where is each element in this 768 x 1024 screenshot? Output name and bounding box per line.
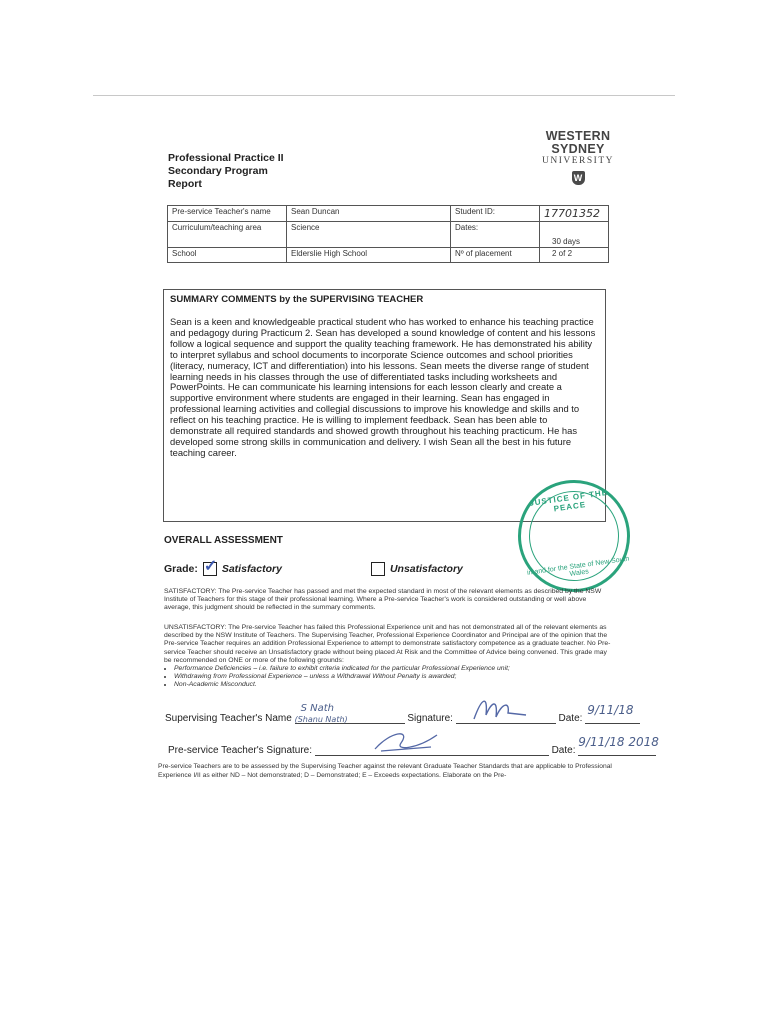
summary-heading: SUMMARY COMMENTS by the SUPERVISING TEACHER: [170, 294, 424, 305]
satisfactory-checkbox[interactable]: [203, 562, 217, 576]
satisfactory-description: SATISFACTORY: The Pre-service Teacher has passed and met the expected standard in most of the relevant elements as described by the NSW Institute of Teachers for this stage of their professional learning. Where a Pre-service Teacher's work is considered outstanding or well above average, this judgment should be reflected in the summary comments.: [164, 588, 602, 612]
list-item: • Performance Deficiencies – i.e. failure to exhibit criteria indicated for the particular Professional Experience unit;: [174, 665, 612, 673]
summary-body: Sean is a keen and knowledgeable practical student who has worked to enhance his teaching practice and pedagogy during Practicum 2. Sean has developed a sound knowledge of content and his lessons follow a logical sequence and support the quality teaching framework. He has demonstrated his ability to interpret syllabus and school documents to incorporate Science outcomes and school priorities (literacy, numeracy, ICT and differentiation) into his lessons. Sean meets the diverse range of student learning needs in his classes through the use of differentiated tasks including worksheets and PowerPoints. He can communicate his learning intensions for each lesson clearly and create a supportive environment where students are engaged in their learning. Sean has engaged in professional learning activities and collegial discussions to improve his knowledge and skills and to reflect on his teaching practice. He is willing to implement feedback. Sean has been able to demonstrate all required standards and showed growth throughout his teaching practicum. He has developed some strong skills in communication and delivery. I wish Sean all the best in his future teaching career.: [170, 316, 596, 458]
unsatisfactory-text: UNSATISFACTORY: The Pre-service Teacher has failed this Professional Experience unit and has not demonstrated all of the relevant elements as described by the NSW Institute of Teachers. The Supervising Teacher, Professional Experience Coordinator and Principal are of the opinion that the Pre-service Teacher requires an addition Professional Experience to attempt to demonstrate satisfactory competence as a graduate teacher. No Pre-service Teacher should receive an Unsatisfactory grade without being placed At Risk and the Committee of Advice being convened. This grade may be recommended on ONE or more of the following grounds:: [164, 624, 611, 664]
overall-assessment-heading: OVERALL ASSESSMENT: [164, 535, 283, 546]
preservice-date-label: Date:: [551, 745, 576, 756]
crest-icon: W: [572, 171, 585, 185]
supervisor-name-value-2: (Shanu Nath): [294, 715, 348, 724]
placement-label: Nº of placement: [451, 248, 540, 263]
supervisor-date-field[interactable]: [585, 703, 640, 724]
report-title-line-1: Professional Practice II: [168, 152, 284, 164]
preservice-signature-label: Pre-service Teacher's Signature:: [168, 745, 313, 756]
area-value: Science: [287, 222, 451, 248]
satisfactory-label: Satisfactory: [221, 563, 282, 575]
unsatisfactory-checkbox[interactable]: [371, 562, 385, 576]
supervisor-signature-row: [165, 703, 640, 724]
table-row: [168, 222, 609, 248]
name-label: Pre-service Teacher's name: [168, 206, 287, 222]
university-name-line-2: UNIVERSITY: [542, 156, 614, 166]
preservice-signature-row: [168, 735, 659, 756]
supervisor-date-value: 9/11/18: [587, 703, 634, 717]
supervisor-name-label: Supervising Teacher's Name: [165, 713, 292, 724]
table-row: [168, 248, 609, 263]
supervisor-signature-mark: [470, 693, 530, 723]
school-label: School: [168, 248, 287, 263]
footer-note: Pre-service Teachers are to be assessed by the Supervising Teacher against the relevant Graduate Teacher Standards that are applicable to Professional Experience I/II as either ND – Not demonstrated; D – Demonstrated; E – Exceeds expectations. Elaborate on the Pre-: [158, 763, 612, 779]
area-label: Curriculum/teaching area: [168, 222, 287, 248]
supervisor-name-field[interactable]: [294, 703, 405, 724]
supervisor-name-value: S Nath: [300, 703, 334, 714]
list-item: • Withdrawing from Professional Experience – unless a Withdrawal Without Penalty is awarded;: [174, 673, 612, 681]
student-id-value: 17701352: [540, 206, 609, 222]
university-logo: [520, 130, 636, 185]
supervisor-date-label: Date:: [558, 713, 583, 724]
grade-label: Grade:: [164, 563, 198, 575]
school-value: Elderslie High School: [287, 248, 451, 263]
student-id-label: Student ID:: [451, 206, 540, 222]
preservice-date-field[interactable]: [578, 735, 659, 756]
student-info-table: [167, 205, 609, 263]
unsatisfactory-label: Unsatisfactory: [389, 563, 463, 575]
stamp-text-top: JUSTICE OF THE PEACE: [528, 487, 609, 514]
name-value: Sean Duncan: [287, 206, 451, 222]
preservice-signature-mark: [371, 729, 441, 755]
report-title: [168, 152, 284, 191]
dates-label: Dates:: [451, 222, 540, 248]
preservice-signature-field[interactable]: [315, 745, 549, 756]
stamp-text-bottom: in and for the State of New South Wales: [526, 555, 630, 578]
unsatisfactory-description: [164, 624, 612, 690]
report-title-line-2: Secondary Program: [168, 165, 268, 177]
preservice-date-value: 9/11/18 2018: [578, 735, 659, 749]
dates-value: 30 days: [540, 222, 609, 248]
summary-comments-box: [163, 289, 606, 522]
scan-edge-line: [93, 95, 675, 96]
table-row: [168, 206, 609, 222]
university-name-line-1: WESTERN SYDNEY: [545, 129, 611, 156]
placement-value: 2 of 2: [540, 248, 609, 263]
report-title-line-3: Report: [168, 178, 202, 190]
list-item: • Non-Academic Misconduct.: [174, 681, 612, 689]
grounds-list: [164, 665, 612, 690]
supervisor-signature-field[interactable]: [456, 713, 556, 724]
grade-row: [164, 562, 463, 576]
supervisor-signature-label: Signature:: [407, 713, 453, 724]
